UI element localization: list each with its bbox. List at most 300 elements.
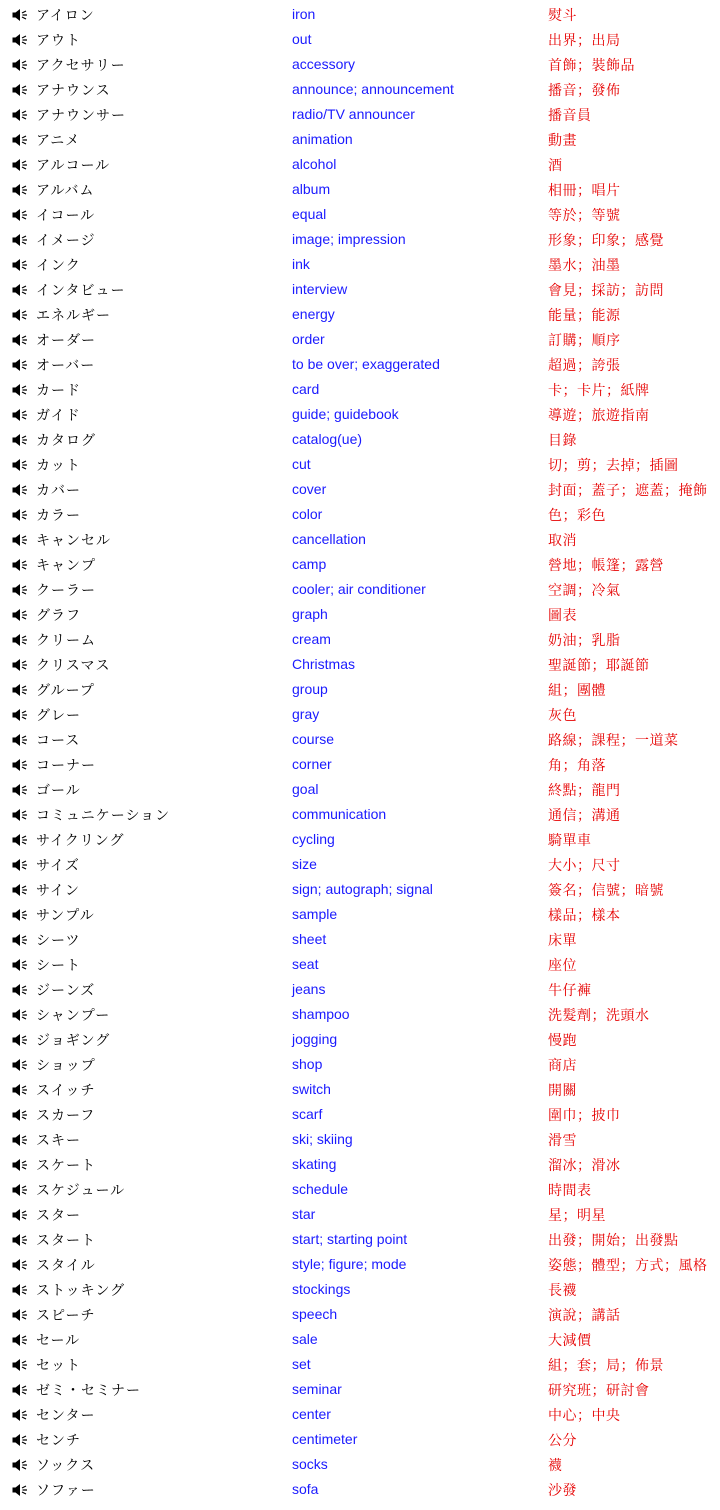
japanese-word: サイズ [36, 858, 80, 874]
english-meaning: cancellation [292, 531, 366, 547]
vocabulary-row [0, 527, 720, 552]
japanese-word: スター [36, 1208, 81, 1224]
vocabulary-row [0, 1152, 720, 1177]
speaker-icon[interactable] [12, 308, 30, 322]
japanese-word: スキー [36, 1133, 81, 1149]
japanese-word: グラフ [36, 608, 81, 624]
japanese-word: エネルギー [36, 308, 111, 324]
vocabulary-row [0, 627, 720, 652]
chinese-meaning: 中心；中央 [548, 1408, 621, 1424]
japanese-word: アルコール [36, 158, 111, 174]
vocabulary-row [0, 1327, 720, 1352]
vocabulary-row [0, 1377, 720, 1402]
japanese-word: オーバー [36, 358, 96, 374]
speaker-icon[interactable] [12, 858, 30, 872]
chinese-meaning: 動畫 [548, 133, 577, 149]
vocabulary-row [0, 1302, 720, 1327]
chinese-meaning: 洗髮劑；洗頭水 [548, 1008, 650, 1024]
speaker-icon[interactable] [12, 8, 30, 22]
english-meaning: cut [292, 456, 311, 472]
chinese-meaning: 出發；開始；出發點 [548, 1233, 679, 1249]
vocabulary-row [0, 477, 720, 502]
chinese-meaning: 首飾；裝飾品 [548, 58, 635, 74]
chinese-meaning: 公分 [548, 1433, 577, 1449]
speaker-icon[interactable] [12, 958, 30, 972]
japanese-word: シーツ [36, 933, 81, 949]
english-meaning: ink [292, 256, 310, 272]
japanese-word: ガイド [36, 408, 81, 424]
speaker-icon[interactable] [12, 1183, 30, 1197]
english-meaning: start; starting point [292, 1231, 408, 1247]
chinese-meaning: 導遊；旅遊指南 [548, 408, 650, 424]
speaker-icon[interactable] [12, 908, 30, 922]
speaker-icon[interactable] [12, 383, 30, 397]
chinese-meaning: 組；團體 [548, 683, 606, 699]
chinese-meaning: 組；套；局；佈景 [548, 1358, 664, 1374]
speaker-icon[interactable] [12, 758, 30, 772]
english-meaning: sign; autograph; signal [292, 881, 433, 897]
chinese-meaning: 奶油；乳脂 [548, 633, 621, 649]
vocabulary-row [0, 27, 720, 52]
speaker-icon[interactable] [12, 183, 30, 197]
speaker-icon[interactable] [12, 1358, 30, 1372]
japanese-word: コーナー [36, 758, 96, 774]
english-meaning: to be over; exaggerated [292, 356, 440, 372]
chinese-meaning: 座位 [548, 958, 577, 974]
japanese-word: スイッチ [36, 1083, 96, 1099]
vocabulary-row [0, 802, 720, 827]
english-meaning: camp [292, 556, 327, 572]
chinese-meaning: 等於；等號 [548, 208, 621, 224]
speaker-icon[interactable] [12, 483, 30, 497]
english-meaning: jeans [292, 981, 326, 997]
japanese-word: スタイル [36, 1258, 96, 1274]
japanese-word: ショップ [36, 1058, 96, 1074]
japanese-word: ストッキング [36, 1283, 126, 1299]
speaker-icon[interactable] [12, 833, 30, 847]
chinese-meaning: 播音員 [548, 108, 592, 124]
speaker-icon[interactable] [12, 33, 30, 47]
english-meaning: corner [292, 756, 332, 772]
english-meaning: center [292, 1406, 331, 1422]
chinese-meaning: 時間表 [548, 1183, 592, 1199]
chinese-meaning: 空調；冷氣 [548, 583, 621, 599]
english-meaning: star [292, 1206, 316, 1222]
english-meaning: out [292, 31, 312, 47]
speaker-icon[interactable] [12, 608, 30, 622]
speaker-icon[interactable] [12, 408, 30, 422]
chinese-meaning: 路線；課程；一道菜 [548, 733, 679, 749]
english-meaning: equal [292, 206, 327, 222]
english-meaning: radio/TV announcer [292, 106, 415, 122]
english-meaning: announce; announcement [292, 81, 454, 97]
english-meaning: graph [292, 606, 328, 622]
speaker-icon[interactable] [12, 258, 30, 272]
speaker-icon[interactable] [12, 358, 30, 372]
vocabulary-row [0, 702, 720, 727]
vocabulary-row [0, 577, 720, 602]
speaker-icon[interactable] [12, 1483, 30, 1497]
vocabulary-row [0, 602, 720, 627]
vocabulary-row [0, 177, 720, 202]
speaker-icon[interactable] [12, 1333, 30, 1347]
chinese-meaning: 演說；講話 [548, 1308, 621, 1324]
english-meaning: iron [292, 6, 316, 22]
speaker-icon[interactable] [12, 783, 30, 797]
japanese-word: アクセサリー [36, 58, 126, 74]
vocabulary-row [0, 552, 720, 577]
speaker-icon[interactable] [12, 83, 30, 97]
speaker-icon[interactable] [12, 433, 30, 447]
english-meaning: shampoo [292, 1006, 350, 1022]
chinese-meaning: 熨斗 [548, 8, 577, 24]
chinese-meaning: 超過；誇張 [548, 358, 621, 374]
english-meaning: scarf [292, 1106, 323, 1122]
chinese-meaning: 牛仔褲 [548, 983, 592, 999]
vocabulary-row [0, 1352, 720, 1377]
chinese-meaning: 營地；帳篷；露營 [548, 558, 664, 574]
chinese-meaning: 取消 [548, 533, 577, 549]
chinese-meaning: 大小；尺寸 [548, 858, 621, 874]
vocabulary-row [0, 277, 720, 302]
japanese-word: イメージ [36, 233, 96, 249]
english-meaning: stockings [292, 1281, 351, 1297]
chinese-meaning: 酒 [548, 158, 563, 174]
vocabulary-row [0, 677, 720, 702]
japanese-word: センチ [36, 1433, 81, 1449]
vocabulary-row [0, 52, 720, 77]
speaker-icon[interactable] [12, 58, 30, 72]
english-meaning: socks [292, 1456, 328, 1472]
japanese-word: シャンプー [36, 1008, 111, 1024]
vocabulary-row [0, 352, 720, 377]
chinese-meaning: 封面；蓋子；遮蓋；掩飾 [548, 483, 708, 499]
japanese-word: スケジュール [36, 1183, 126, 1199]
speaker-icon[interactable] [12, 708, 30, 722]
speaker-icon[interactable] [12, 208, 30, 222]
speaker-icon[interactable] [12, 333, 30, 347]
speaker-icon[interactable] [12, 1008, 30, 1022]
japanese-word: クーラー [36, 583, 96, 599]
vocabulary-row [0, 852, 720, 877]
chinese-meaning: 研究班；研討會 [548, 1383, 650, 1399]
speaker-icon[interactable] [12, 1408, 30, 1422]
chinese-meaning: 訂購；順序 [548, 333, 621, 349]
japanese-word: サイン [36, 883, 81, 899]
japanese-word: シート [36, 958, 81, 974]
japanese-word: ゼミ・セミナー [36, 1383, 141, 1399]
japanese-word: カタログ [36, 433, 96, 449]
vocabulary-row [0, 502, 720, 527]
chinese-meaning: 溜冰；滑冰 [548, 1158, 621, 1174]
chinese-meaning: 長襪 [548, 1283, 577, 1299]
vocabulary-row [0, 1427, 720, 1452]
japanese-word: ソファー [36, 1483, 96, 1499]
vocabulary-row [0, 1052, 720, 1077]
vocabulary-row [0, 827, 720, 852]
english-meaning: centimeter [292, 1431, 358, 1447]
chinese-meaning: 沙發 [548, 1483, 577, 1499]
japanese-word: サイクリング [36, 833, 125, 849]
vocabulary-row [0, 127, 720, 152]
japanese-word: ジョギング [36, 1033, 111, 1049]
japanese-word: センター [36, 1408, 96, 1424]
english-meaning: goal [292, 781, 319, 797]
vocabulary-row [0, 227, 720, 252]
speaker-icon[interactable] [12, 458, 30, 472]
english-meaning: course [292, 731, 335, 747]
japanese-word: ソックス [36, 1458, 96, 1474]
vocabulary-row [0, 402, 720, 427]
english-meaning: speech [292, 1306, 338, 1322]
japanese-word: カラー [36, 508, 81, 524]
chinese-meaning: 卡；卡片；紙牌 [548, 383, 650, 399]
chinese-meaning: 墨水；油墨 [548, 258, 621, 274]
english-meaning: card [292, 381, 320, 397]
english-meaning: switch [292, 1081, 331, 1097]
chinese-meaning: 切；剪；去掉；插圖 [548, 458, 679, 474]
japanese-word: コミュニケーション [36, 808, 171, 824]
speaker-icon[interactable] [12, 1083, 30, 1097]
japanese-word: イコール [36, 208, 96, 224]
vocabulary-row [0, 927, 720, 952]
speaker-icon[interactable] [12, 1133, 30, 1147]
chinese-meaning: 圍巾；披巾 [548, 1108, 621, 1124]
japanese-word: スピーチ [36, 1308, 96, 1324]
japanese-word: コース [36, 733, 81, 749]
vocabulary-row [0, 102, 720, 127]
chinese-meaning: 大減價 [548, 1333, 592, 1349]
vocabulary-row [0, 1477, 720, 1502]
japanese-word: アナウンサー [36, 108, 126, 124]
japanese-word: セール [36, 1333, 81, 1349]
vocabulary-row [0, 252, 720, 277]
vocabulary-row [0, 902, 720, 927]
vocabulary-row [0, 652, 720, 677]
speaker-icon[interactable] [12, 133, 30, 147]
english-meaning: sofa [292, 1481, 319, 1497]
english-meaning: seat [292, 956, 319, 972]
vocabulary-row [0, 202, 720, 227]
chinese-meaning: 圖表 [548, 608, 577, 624]
japanese-word: オーダー [36, 333, 96, 349]
speaker-icon[interactable] [12, 158, 30, 172]
vocabulary-row [0, 1177, 720, 1202]
vocabulary-row [0, 1452, 720, 1477]
vocabulary-row [0, 1077, 720, 1102]
japanese-word: スケート [36, 1158, 96, 1174]
japanese-word: ゴール [36, 783, 81, 799]
english-meaning: seminar [292, 1381, 342, 1397]
japanese-word: セット [36, 1358, 81, 1374]
vocabulary-row [0, 877, 720, 902]
english-meaning: image; impression [292, 231, 406, 247]
chinese-meaning: 床單 [548, 933, 577, 949]
chinese-meaning: 能量；能源 [548, 308, 621, 324]
vocabulary-row [0, 1127, 720, 1152]
speaker-icon[interactable] [12, 883, 30, 897]
english-meaning: cover [292, 481, 327, 497]
speaker-icon[interactable] [12, 1308, 30, 1322]
speaker-icon[interactable] [12, 508, 30, 522]
speaker-icon[interactable] [12, 583, 30, 597]
speaker-icon[interactable] [12, 1033, 30, 1047]
speaker-icon[interactable] [12, 1433, 30, 1447]
speaker-icon[interactable] [12, 683, 30, 697]
english-meaning: order [292, 331, 325, 347]
vocabulary-row [0, 1027, 720, 1052]
chinese-meaning: 出界；出局 [548, 33, 621, 49]
chinese-meaning: 會見；採訪；訪問 [548, 283, 664, 299]
japanese-word: アニメ [36, 133, 81, 149]
chinese-meaning: 簽名；信號；暗號 [548, 883, 664, 899]
vocabulary-row [0, 427, 720, 452]
vocabulary-row [0, 1402, 720, 1427]
japanese-word: カバー [36, 483, 81, 499]
chinese-meaning: 開關 [548, 1083, 577, 1099]
japanese-word: アウト [36, 33, 81, 49]
vocabulary-row [0, 777, 720, 802]
japanese-word: クリスマス [36, 658, 111, 674]
english-meaning: set [292, 1356, 311, 1372]
vocabulary-row [0, 77, 720, 102]
japanese-word: ジーンズ [36, 983, 96, 999]
vocabulary-row [0, 952, 720, 977]
speaker-icon[interactable] [12, 233, 30, 247]
japanese-word: アイロン [36, 8, 95, 24]
speaker-icon[interactable] [12, 1108, 30, 1122]
japanese-word: キャンセル [36, 533, 111, 549]
english-meaning: accessory [292, 56, 356, 72]
speaker-icon[interactable] [12, 1158, 30, 1172]
vocabulary-row [0, 977, 720, 1002]
japanese-word: グループ [36, 683, 95, 699]
vocabulary-row [0, 327, 720, 352]
chinese-meaning: 商店 [548, 1058, 577, 1074]
speaker-icon[interactable] [12, 558, 30, 572]
speaker-icon[interactable] [12, 1258, 30, 1272]
speaker-icon[interactable] [12, 658, 30, 672]
vocabulary-row [0, 1002, 720, 1027]
english-meaning: gray [292, 706, 320, 722]
english-meaning: alcohol [292, 156, 337, 172]
speaker-icon[interactable] [12, 533, 30, 547]
vocabulary-row [0, 727, 720, 752]
chinese-meaning: 形象；印象；感覺 [548, 233, 664, 249]
english-meaning: skating [292, 1156, 337, 1172]
japanese-word: スカーフ [36, 1108, 96, 1124]
english-meaning: energy [292, 306, 335, 322]
chinese-meaning: 灰色 [548, 708, 577, 724]
japanese-word: カード [36, 383, 81, 399]
chinese-meaning: 色；彩色 [548, 508, 606, 524]
english-meaning: sample [292, 906, 338, 922]
japanese-word: カット [36, 458, 81, 474]
english-meaning: style; figure; mode [292, 1256, 407, 1272]
japanese-word: アナウンス [36, 83, 111, 99]
japanese-word: グレー [36, 708, 81, 724]
english-meaning: schedule [292, 1181, 349, 1197]
vocabulary-row [0, 377, 720, 402]
chinese-meaning: 播音；發佈 [548, 83, 621, 99]
chinese-meaning: 聖誕節；耶誕節 [548, 658, 650, 674]
english-meaning: cooler; air conditioner [292, 581, 426, 597]
chinese-meaning: 目錄 [548, 433, 577, 449]
japanese-word: クリーム [36, 633, 96, 649]
speaker-icon[interactable] [12, 1458, 30, 1472]
english-meaning: sale [292, 1331, 318, 1347]
speaker-icon[interactable] [12, 633, 30, 647]
english-meaning: guide; guidebook [292, 406, 399, 422]
chinese-meaning: 通信；溝通 [548, 808, 621, 824]
japanese-word: インク [36, 258, 81, 274]
english-meaning: interview [292, 281, 348, 297]
vocabulary-row [0, 1277, 720, 1302]
vocabulary-row [0, 1252, 720, 1277]
english-meaning: sheet [292, 931, 327, 947]
chinese-meaning: 姿態；體型；方式；風格 [548, 1258, 708, 1274]
speaker-icon[interactable] [12, 1383, 30, 1397]
vocabulary-row [0, 302, 720, 327]
japanese-word: インタビュー [36, 283, 126, 299]
english-meaning: group [292, 681, 328, 697]
speaker-icon[interactable] [12, 1233, 30, 1247]
vocabulary-row [0, 1202, 720, 1227]
vocabulary-row [0, 152, 720, 177]
chinese-meaning: 角；角落 [548, 758, 606, 774]
chinese-meaning: 騎單車 [548, 833, 592, 849]
english-meaning: communication [292, 806, 387, 822]
vocabulary-row [0, 2, 720, 27]
chinese-meaning: 滑雪 [548, 1133, 577, 1149]
speaker-icon[interactable] [12, 808, 30, 822]
speaker-icon[interactable] [12, 933, 30, 947]
japanese-word: キャンプ [36, 558, 96, 574]
speaker-icon[interactable] [12, 1058, 30, 1072]
japanese-word: サンプル [36, 908, 95, 924]
japanese-word: スタート [36, 1233, 96, 1249]
english-meaning: cream [292, 631, 331, 647]
vocabulary-row [0, 1227, 720, 1252]
speaker-icon[interactable] [12, 983, 30, 997]
vocabulary-row [0, 1102, 720, 1127]
english-meaning: catalog(ue) [292, 431, 363, 447]
chinese-meaning: 樣品；樣本 [548, 908, 621, 924]
speaker-icon[interactable] [12, 108, 30, 122]
english-meaning: Christmas [292, 656, 356, 672]
chinese-meaning: 終點；龍門 [548, 783, 621, 799]
japanese-word: アルバム [36, 183, 95, 199]
english-meaning: shop [292, 1056, 323, 1072]
chinese-meaning: 慢跑 [548, 1033, 577, 1049]
english-meaning: color [292, 506, 323, 522]
vocabulary-row [0, 452, 720, 477]
speaker-icon[interactable] [12, 1208, 30, 1222]
english-meaning: size [292, 856, 317, 872]
speaker-icon[interactable] [12, 283, 30, 297]
chinese-meaning: 襪 [548, 1458, 563, 1474]
speaker-icon[interactable] [12, 733, 30, 747]
english-meaning: animation [292, 131, 353, 147]
vocabulary-row [0, 752, 720, 777]
chinese-meaning: 星；明星 [548, 1208, 606, 1224]
english-meaning: jogging [292, 1031, 338, 1047]
chinese-meaning: 相冊；唱片 [548, 183, 621, 199]
english-meaning: cycling [292, 831, 335, 847]
speaker-icon[interactable] [12, 1283, 30, 1297]
english-meaning: ski; skiing [292, 1131, 353, 1147]
english-meaning: album [292, 181, 331, 197]
